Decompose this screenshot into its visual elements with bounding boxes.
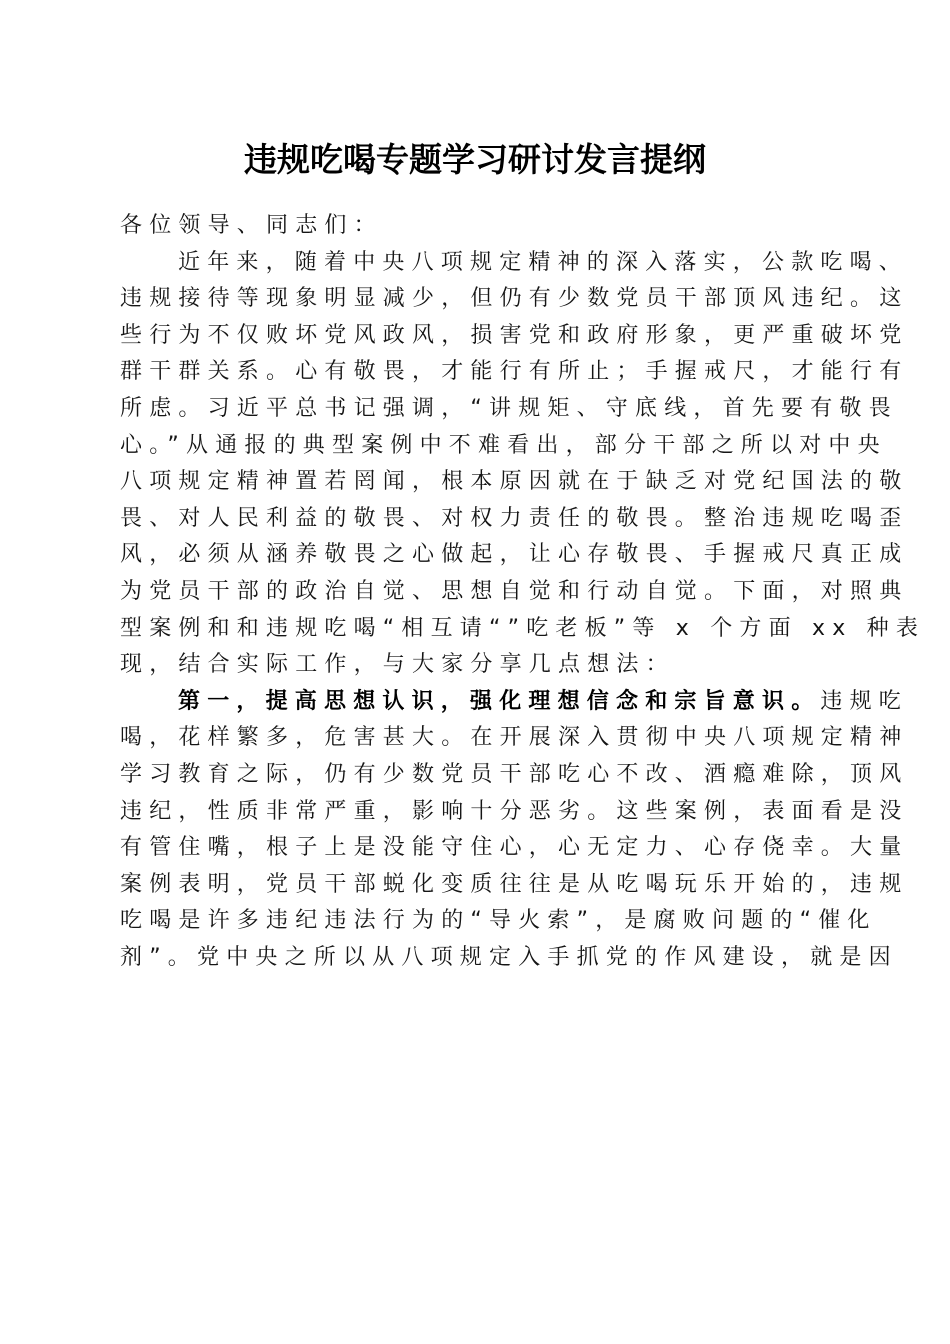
paragraph-line: 现，结合实际工作，与大家分享几点想法： [120, 652, 675, 678]
paragraph-line [120, 684, 909, 721]
paragraph-line: 八项规定精神置若罔闻，根本原因就在于缺乏对党纪国法的敬 [120, 469, 909, 495]
paragraph-line-rest: 违规吃 [820, 688, 909, 714]
paragraph-line: 违规接待等现象明显减少，但仍有少数党员干部顶风违纪。这 [120, 286, 909, 312]
paragraph-intro [120, 245, 926, 684]
paragraph-line: 心。”从通报的典型案例中不难看出，部分干部之所以对中央 [120, 432, 887, 458]
paragraph-line: 群干群关系。心有敬畏，才能行有所止；手握戒尺，才能行有 [120, 359, 909, 385]
paragraph-first-point [120, 684, 909, 977]
paragraph-line: 所虑。习近平总书记强调，“讲规矩、守底线，首先要有敬畏 [120, 395, 898, 421]
paragraph-line: 为党员干部的政治自觉、思想自觉和行动自觉。下面，对照典 [120, 578, 909, 604]
paragraph-line: 型案例和和违规吃喝“相互请“”吃老板”等 x 个方面 xx 种表 [120, 615, 926, 641]
document-body [120, 208, 926, 976]
paragraph-line: 剂”。党中央之所以从八项规定入手抓党的作风建设，就是因 [120, 944, 898, 970]
paragraph-line: 畏、对人民利益的敬畏、对权力责任的敬畏。整治违规吃喝歪 [120, 505, 909, 531]
paragraph-line: 吃喝是许多违纪违法行为的“导火索”，是腐败问题的“催化 [120, 908, 877, 934]
section-heading: 第一，提高思想认识，强化理想信念和宗旨意识。 [178, 688, 821, 714]
paragraph-line: 喝，花样繁多，危害甚大。在开展深入贯彻中央八项规定精神 [120, 725, 909, 751]
paragraph-line: 些行为不仅败坏党风政风，损害党和政府形象，更严重破坏党 [120, 322, 909, 348]
paragraph-line: 风，必须从涵养敬畏之心做起，让心存敬畏、手握戒尺真正成 [120, 542, 909, 568]
document-title: 违规吃喝专题学习研讨发言提纲 [244, 140, 706, 179]
salutation: 各位领导、同志们： [120, 213, 383, 238]
paragraph-line: 学习教育之际，仍有少数党员干部吃心不改、酒瘾难除，顶风 [120, 761, 909, 787]
paragraph-line: 有管住嘴，根子上是没能守住心，心无定力、心存侥幸。大量 [120, 835, 909, 861]
paragraph-line: 案例表明，党员干部蜕化变质往往是从吃喝玩乐开始的，违规 [120, 871, 909, 897]
paragraph-line: 近年来，随着中央八项规定精神的深入落实，公款吃喝、 [178, 249, 909, 275]
paragraph-line: 违纪，性质非常严重，影响十分恶劣。这些案例，表面看是没 [120, 798, 909, 824]
